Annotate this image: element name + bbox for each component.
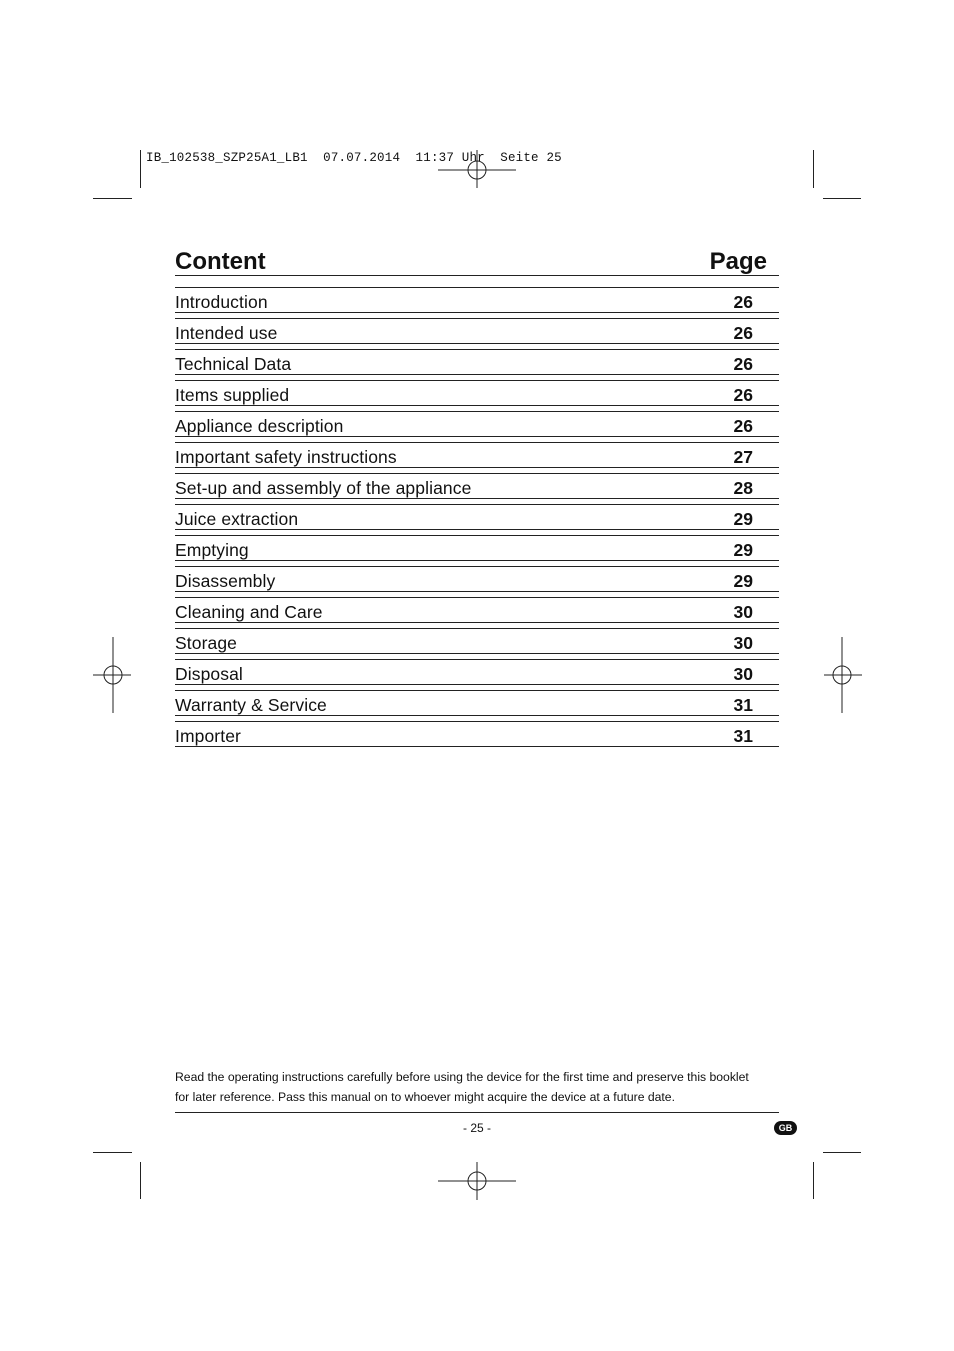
toc-entry-page: 31 — [733, 694, 753, 715]
crop-mark — [93, 1152, 132, 1153]
toc-entry-page: 26 — [733, 384, 753, 405]
toc-entry-page: 26 — [733, 353, 753, 374]
crop-mark — [140, 1162, 141, 1199]
toc-entry[interactable] — [175, 349, 779, 375]
toc-entry[interactable] — [175, 380, 779, 406]
registration-mark-icon — [438, 150, 516, 190]
toc-entry-title: Important safety instructions — [175, 446, 397, 467]
toc-heading-content: Content — [175, 248, 266, 275]
toc-entry-title: Cleaning and Care — [175, 601, 323, 622]
toc-entry-title: Intended use — [175, 322, 278, 343]
toc-entry-title: Storage — [175, 632, 237, 653]
toc-entry[interactable] — [175, 473, 779, 499]
crop-mark — [93, 198, 132, 199]
registration-mark-icon — [438, 1162, 516, 1200]
print-slug: IB_102538_SZP25A1_LB1 07.07.2014 11:37 Uhr Seite 25 — [146, 151, 562, 165]
page-number: - 25 - — [462, 1121, 491, 1135]
crop-mark — [140, 150, 141, 188]
footer-note-line: Read the operating instructions carefully before using the device for the first time and preserve this booklet — [175, 1070, 749, 1084]
toc-entry-page: 29 — [733, 539, 753, 560]
toc-entry-page: 27 — [733, 446, 753, 467]
toc-entry-page: 26 — [733, 415, 753, 436]
toc-heading-page: Page — [709, 248, 767, 275]
crop-mark — [823, 198, 861, 199]
toc-header — [175, 240, 779, 276]
toc-entry-title: Introduction — [175, 291, 268, 312]
toc-entry[interactable] — [175, 318, 779, 344]
crop-mark — [813, 1162, 814, 1199]
toc-entry-title: Disassembly — [175, 570, 276, 591]
toc-entry-title: Juice extraction — [175, 508, 299, 529]
toc-entry[interactable] — [175, 721, 779, 747]
toc-entry-title: Technical Data — [175, 353, 292, 374]
toc-entry-page: 28 — [733, 477, 753, 498]
toc-entry[interactable] — [175, 628, 779, 654]
toc-entry-title: Set-up and assembly of the appliance — [175, 477, 472, 498]
toc-entry-title: Disposal — [175, 663, 243, 684]
toc-entry-page: 31 — [733, 725, 753, 746]
toc-entry[interactable] — [175, 535, 779, 561]
registration-mark-icon — [822, 637, 862, 713]
toc-entry[interactable] — [175, 597, 779, 623]
toc-entry[interactable] — [175, 504, 779, 530]
registration-mark-icon — [93, 637, 133, 713]
toc-entry-title: Items supplied — [175, 384, 290, 405]
toc-entry-title: Importer — [175, 725, 241, 746]
toc-entry[interactable] — [175, 411, 779, 437]
footer-note-line: for later reference. Pass this manual on to whoever might acquire the device at a future date. — [175, 1090, 675, 1104]
toc-entry-title: Warranty & Service — [175, 694, 327, 715]
crop-mark — [813, 150, 814, 188]
toc-entry[interactable] — [175, 287, 779, 313]
toc-entry-page: 29 — [733, 508, 753, 529]
toc-entry-page: 30 — [733, 663, 753, 684]
toc-entry[interactable] — [175, 566, 779, 592]
language-badge: GB — [774, 1121, 797, 1135]
toc-entry[interactable] — [175, 442, 779, 468]
toc-entry-page: 30 — [733, 601, 753, 622]
toc-entry-title: Emptying — [175, 539, 249, 560]
footer-note — [175, 1067, 779, 1107]
toc-entry[interactable] — [175, 690, 779, 716]
toc-entry-page: 26 — [733, 291, 753, 312]
table-of-contents — [175, 240, 779, 752]
toc-entry-page: 26 — [733, 322, 753, 343]
footer-divider — [175, 1112, 779, 1113]
crop-mark — [823, 1152, 861, 1153]
toc-entry-title: Appliance description — [175, 415, 344, 436]
toc-entry[interactable] — [175, 659, 779, 685]
toc-entry-page: 29 — [733, 570, 753, 591]
toc-list — [175, 287, 779, 747]
toc-entry-page: 30 — [733, 632, 753, 653]
